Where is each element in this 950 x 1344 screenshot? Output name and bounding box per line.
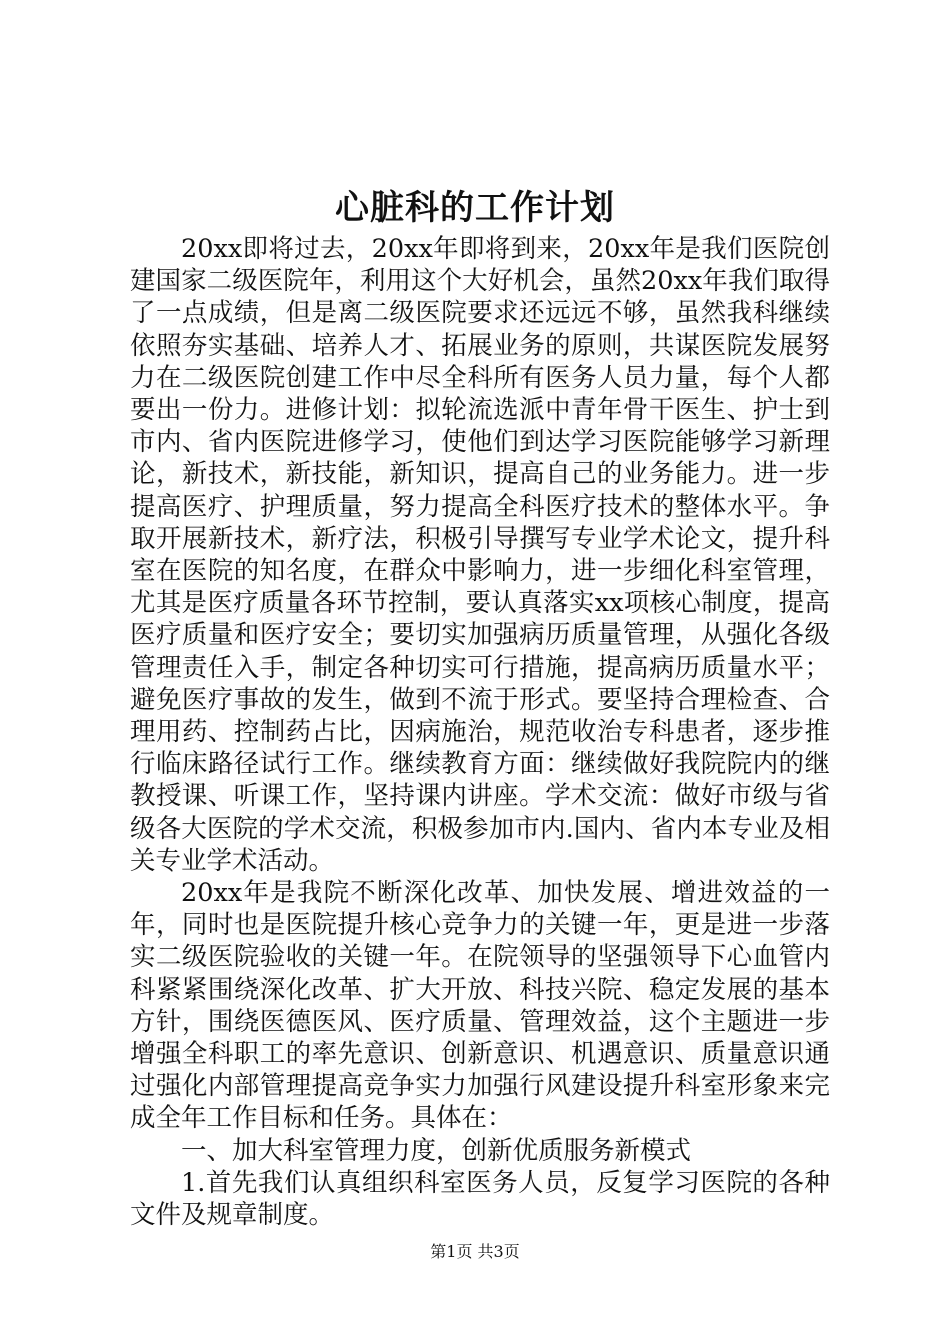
document-body (130, 233, 830, 1231)
paragraph-3: 1.首先我们认真组织科室医务人员，反复学习医院的各种文件及规章制度。 (130, 1167, 830, 1231)
page-footer: 第1页 共3页 (430, 1242, 520, 1261)
paragraph-1: 20xx即将过去，20xx年即将到来，20xx年是我们医院创建国家二级医院年，利用这个大好机会，虽然20xx年我们取得了一点成绩，但是离二级医院要求还远远不够，虽然我科继续依照夯实基础、培养人才、拓展业务的原则，共谋医院发展努力在二级医院创建工作中尽全科所有医务人员力量，每个人都要出一份力。进修计划：拟轮流选派中青年骨干医生、护士到市内、省内医院进修学习，使他们到达学习医院能够学习新理论，新技术，新技能，新知识，提高自己的业务能力。进一步提高医疗、护理质量，努力提高全科医疗技术的整体水平。争取开展新技术，新疗法，积极引导撰写专业学术论文，提升科室在医院的知名度，在群众中影响力，进一步细化科室管理，尤其是医疗质量各环节控制，要认真落实xx项核心制度，提高医疗质量和医疗安全；要切实加强病历质量管理，从强化各级管理责任入手，制定各种切实可行措施，提高病历质量水平；避免医疗事故的发生，做到不流于形式。要坚持合理检查、合理用药、控制药占比，因病施治，规范收治专科患者，逐步推行临床路径试行工作。继续教育方面：继续做好我院院内的继教授课、听课工作，坚持课内讲座。学术交流：做好市级与省级各大医院的学术交流，积极参加市内.国内、省内本专业及相关专业学术活动。 (130, 234, 830, 876)
paragraph-2: 20xx年是我院不断深化改革、加快发展、增进效益的一年，同时也是医院提升核心竞争力的关键一年，更是进一步落实二级医院验收的关键一年。在院领导的坚强领导下心血管内科紧紧围绕深化改革、扩大开放、科技兴院、稳定发展的基本方针，围绕医德医风、医疗质量、管理效益，这个主题进一步增强全科职工的率先意识、创新意识、机遇意识、质量意识通过强化内部管理提高竞争实力加强行风建设提升科室形象来完成全年工作目标和任务。具体在： (130, 878, 830, 1134)
section-heading-1: 一、加大科室管理力度，创新优质服务新模式 (181, 1135, 692, 1166)
document-title: 心脏科的工作计划 (335, 188, 615, 228)
